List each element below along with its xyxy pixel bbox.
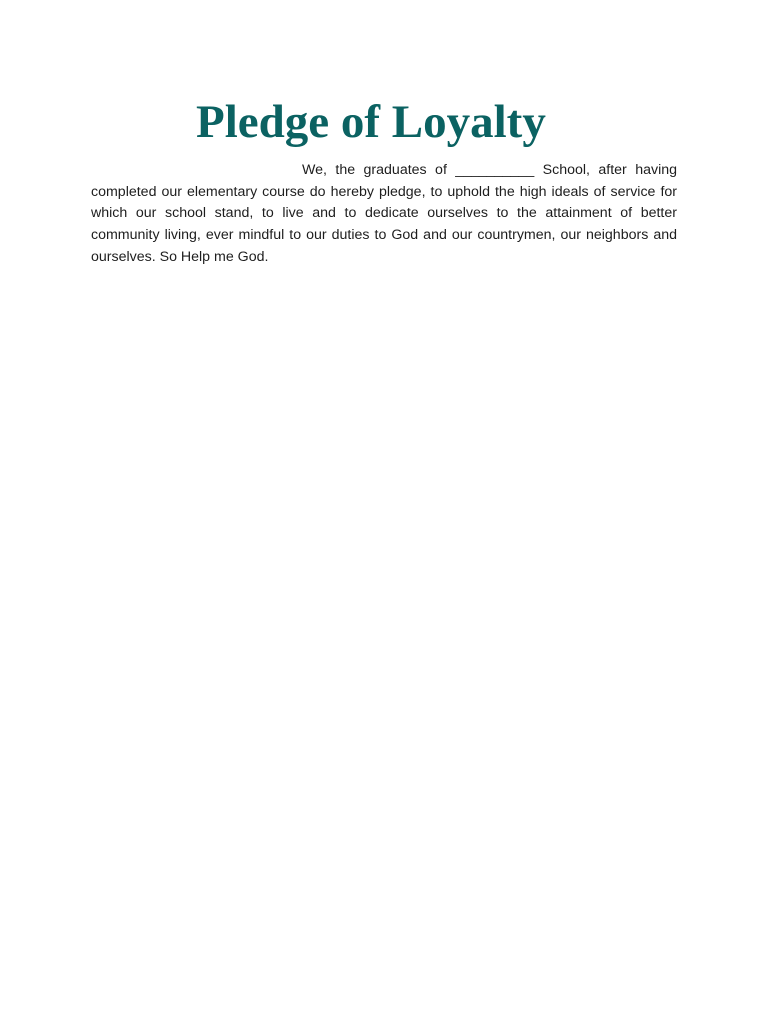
pledge-paragraph: We, the graduates of __________ School, after having completed our elementary course do hereby pledge, to uphold the high ideals of service for which our school stand, to live and to dedicate ourselves to the attainment of better community living, ever mindful to our duties to God and our countrymen, our neighbors and ourselves. So Help me God. <box>91 162 677 265</box>
document-title: Pledge of Loyalty <box>196 96 546 148</box>
